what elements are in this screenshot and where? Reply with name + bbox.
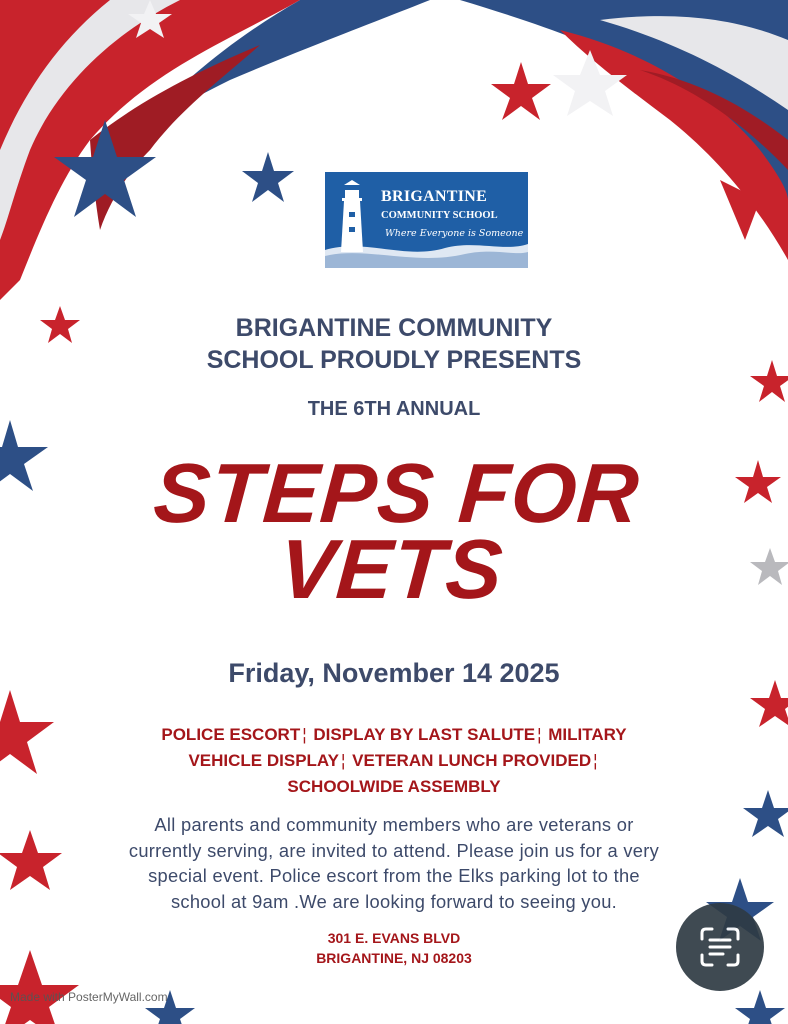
school-logo: [325, 172, 528, 268]
feature-item: DISPLAY BY LAST SALUTE: [313, 725, 536, 744]
event-title-line-1: STEPS FOR: [150, 446, 643, 540]
invitation-line: currently serving, are invited to attend. Please join us for a very: [128, 839, 660, 861]
feature-separator: ¦: [593, 751, 598, 770]
logo-tagline: Where Everyone is Someone: [385, 228, 524, 239]
invitation-line: All parents and community members who are veterans or: [154, 814, 634, 835]
feature-list: [150, 722, 638, 800]
feature-item: VETERAN LUNCH PROVIDED: [352, 751, 592, 770]
feature-item: MILITARY VEHICLE DISPLAY: [188, 725, 627, 770]
event-title: [0, 446, 788, 616]
logo-name: BRIGANTINE: [381, 188, 488, 205]
event-date: Friday, November 14 2025: [228, 658, 560, 688]
invitation-line: special event. Police escort from the Elks parking lot to the: [148, 865, 640, 886]
presents-heading: [0, 312, 788, 376]
feature-separator: ¦: [537, 725, 542, 744]
feature-separator: ¦: [302, 725, 307, 744]
text-scan-button[interactable]: [676, 903, 764, 991]
invitation-text: [50, 812, 738, 914]
feature-item: POLICE ESCORT: [161, 725, 301, 744]
annual-subheading: THE 6TH ANNUAL: [307, 398, 481, 420]
logo-subtitle: COMMUNITY SCHOOL: [381, 210, 498, 221]
invitation-line: school at 9am .We are looking forward to seeing you.: [170, 890, 618, 912]
feature-separator: ¦: [340, 751, 346, 770]
watermark: Made with PosterMyWall.com: [10, 990, 168, 1004]
text-scan-icon: [698, 925, 742, 969]
feature-item: SCHOOLWIDE ASSEMBLY: [287, 777, 501, 796]
address-street: 301 E. EVANS BLVD: [327, 930, 461, 946]
event-title-line-2: VETS: [276, 522, 507, 616]
address: [0, 928, 788, 968]
presents-line-2: SCHOOL PROUDLY PRESENTS: [206, 346, 582, 374]
address-city: BRIGANTINE, NJ 08203: [316, 950, 472, 966]
presents-line-1: BRIGANTINE COMMUNITY: [235, 314, 553, 342]
